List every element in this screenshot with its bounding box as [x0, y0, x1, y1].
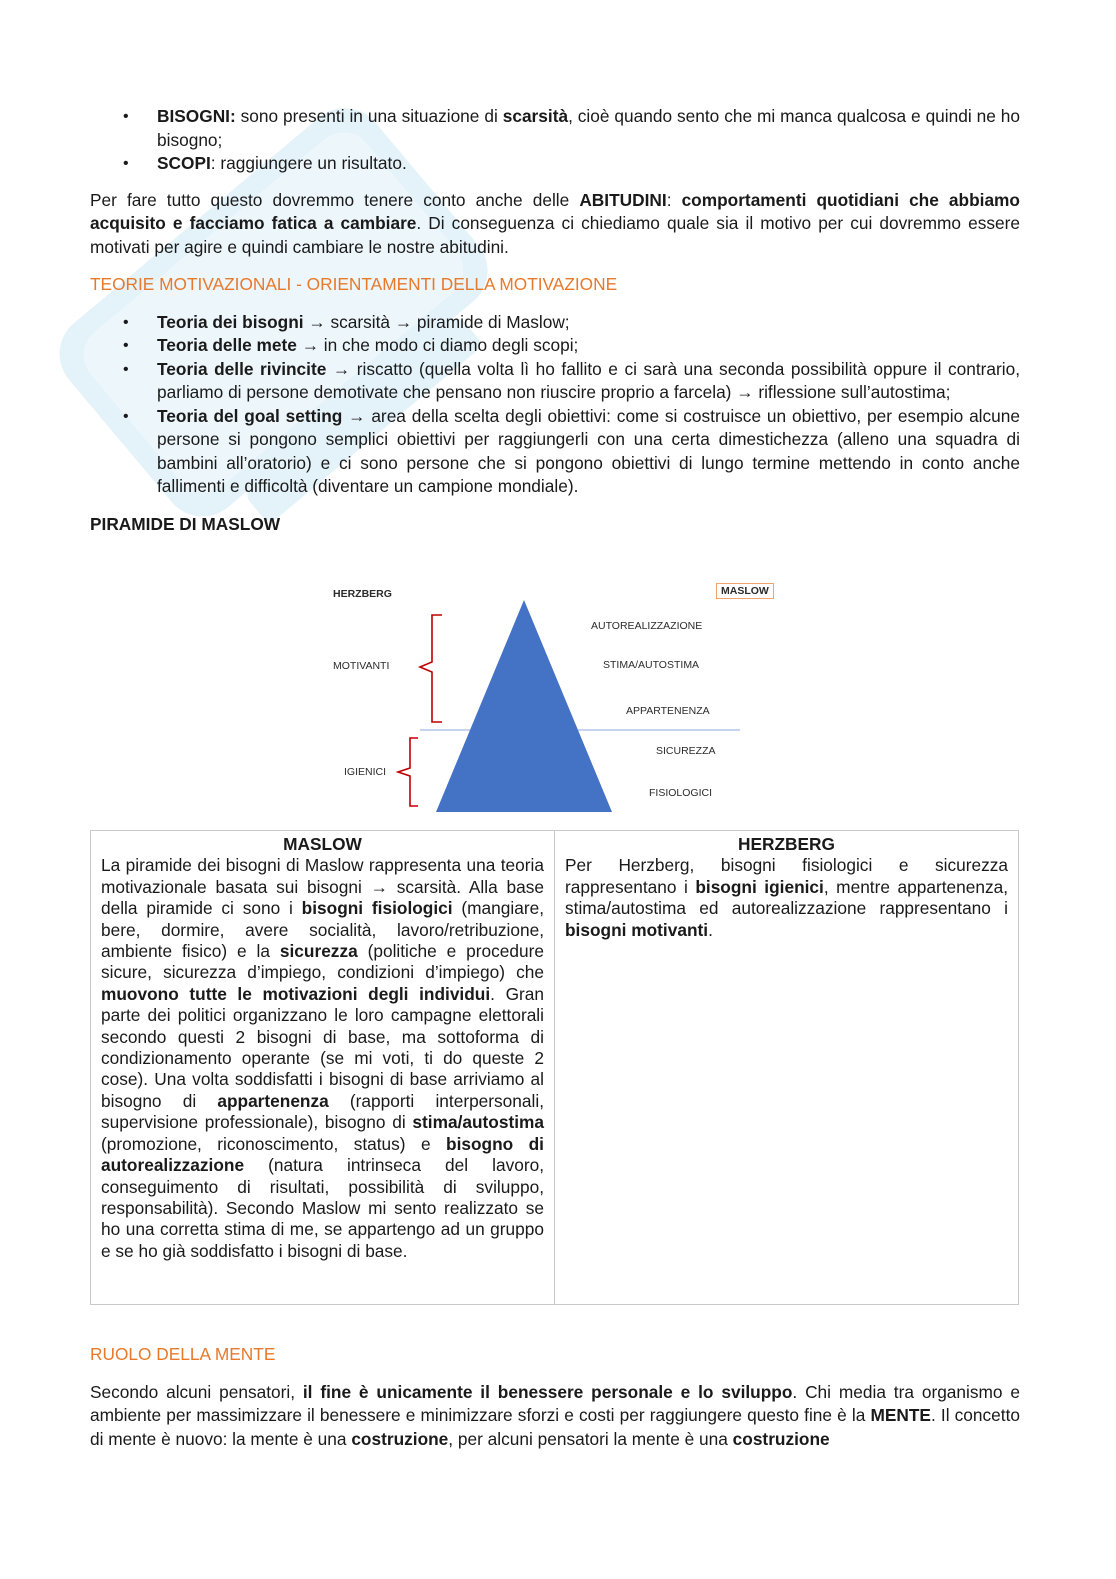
- label-maslow: MASLOW: [716, 583, 774, 599]
- main-content: [90, 105, 1020, 536]
- mente-section: [90, 1343, 1020, 1451]
- heading-piramide: PIRAMIDE DI MASLOW: [90, 513, 281, 534]
- level-fisiologici: FISIOLOGICI: [649, 787, 713, 799]
- level-stima: STIMA/AUTOSTIMA: [603, 659, 700, 671]
- theories-list: [90, 311, 1020, 499]
- level-sicurezza: SICUREZZA: [656, 745, 716, 757]
- table-header-maslow: MASLOW: [283, 834, 362, 854]
- needs-list: [90, 105, 1020, 176]
- maslow-text: La piramide dei bisogni di Maslow rappresenta una teoria motivazionale basata sui bisogni → scarsità. Alla base della piramide ci sono i bisogni fisiologici (mangiare, bere, dormire, avere socialità, lavoro/retribuzione, ambiente fisico) e la sicurezza (politiche e procedure sicure, sicurezza d’impiego, condizioni d’impiego) che muovono tutte le motivazioni degli individui. Gran parte dei politici organizzano le loro campagne elettorali secondo questi 2 bisogni di base, ma sottoforma di condizionamento operante (se mi voti, ti do queste 2 cose). Una volta soddisfatti i bisogni di base arriviamo al bisogno di appartenenza (rapporti interpersonali, supervisione professionale), bisogno di stima/autostima (promozione, riconoscimento, status) e bisogno di autorealizzazione (natura intrinseca del lavoro, conseguimento di risultati, possibilità di sviluppo, responsabilità). Secondo Maslow mi sento realizzato se ho una corretta stima di me, se appartengo ad un gruppo e se ho già soddisfatto i bisogni di base.: [101, 855, 545, 1261]
- heading-mente: RUOLO DELLA MENTE: [90, 1344, 276, 1364]
- level-autorealizzazione: AUTOREALIZZAZIONE: [591, 620, 703, 632]
- bracket-igienici: [398, 738, 418, 806]
- table-cell-herzberg: [555, 831, 1018, 1304]
- herzberg-text: Per Herzberg, bisogni fisiologici e sicurezza rappresentano i bisogni igienici, mentre appartenenza, stima/autostima ed autorealizzazione rappresentano i bisogni motivanti.: [565, 855, 1008, 940]
- list-item-teoria-goal-setting: • Teoria del goal setting → area della scelta degli obiettivi: come si costruisce un obiettivo, per esempio alcune persone si pongono semplici obiettivi per raggiungerli con una certa dimestichezza (alleno una squadra di bambini all’oratorio) e ci sono persone che si pongono obiettivi di lungo termine mettendo in conto anche fallimenti e difficoltà (diventare un campione mondiale).: [90, 405, 1020, 499]
- table-cell-maslow: [91, 831, 555, 1304]
- pyramid-graphic: [320, 578, 790, 823]
- label-igienici: IGIENICI: [344, 766, 387, 778]
- table-header-herzberg: HERZBERG: [738, 834, 835, 854]
- label-motivanti: MOTIVANTI: [333, 660, 390, 672]
- maslow-pyramid-diagram: [320, 578, 790, 823]
- list-item-bisogni: • BISOGNI: sono presenti in una situazione di scarsità, cioè quando sento che mi manca qualcosa e quindi ne ho bisogno;: [90, 105, 1020, 152]
- label-herzberg: HERZBERG: [333, 588, 392, 600]
- list-item-teoria-mete: • Teoria delle mete → in che modo ci diamo degli scopi;: [90, 334, 1020, 358]
- paragraph-mente: Secondo alcuni pensatori, il fine è unicamente il benessere personale e lo sviluppo. Chi media tra organismo e ambiente per massimizzare il benessere e minimizzare sforzi e costi per raggiungere questo fine è la MENTE. Il concetto di mente è nuovo: la mente è una costruzione, per alcuni pensatori la mente è una costruzione: [90, 1381, 1020, 1449]
- bracket-motivanti: [420, 615, 442, 722]
- pyramid-triangle: [436, 600, 612, 812]
- maslow-herzberg-table: [90, 830, 1019, 1305]
- level-appartenenza: APPARTENENZA: [626, 705, 710, 717]
- list-item-teoria-rivincite: • Teoria delle rivincite → riscatto (quella volta lì ho fallito e ci sarà una seconda possibilità oppure il contrario, parliamo di persone demotivate che pensano non riuscire proprio a farcela) → riflessione sull’autostima;: [90, 358, 1020, 405]
- list-item-teoria-bisogni: • Teoria dei bisogni → scarsità → piramide di Maslow;: [90, 311, 1020, 335]
- heading-teorie: TEORIE MOTIVAZIONALI - ORIENTAMENTI DELLA MOTIVAZIONE: [90, 274, 618, 294]
- list-item-scopi: • SCOPI: raggiungere un risultato.: [90, 152, 1020, 176]
- paragraph-abitudini: Per fare tutto questo dovremmo tenere conto anche delle ABITUDINI: comportamenti quotidiani che abbiamo acquisito e facciamo fatica a cambiare. Di conseguenza ci chiediamo quale sia il motivo per cui dovremmo essere motivati per agire e quindi cambiare le nostre abitudini.: [90, 189, 1020, 257]
